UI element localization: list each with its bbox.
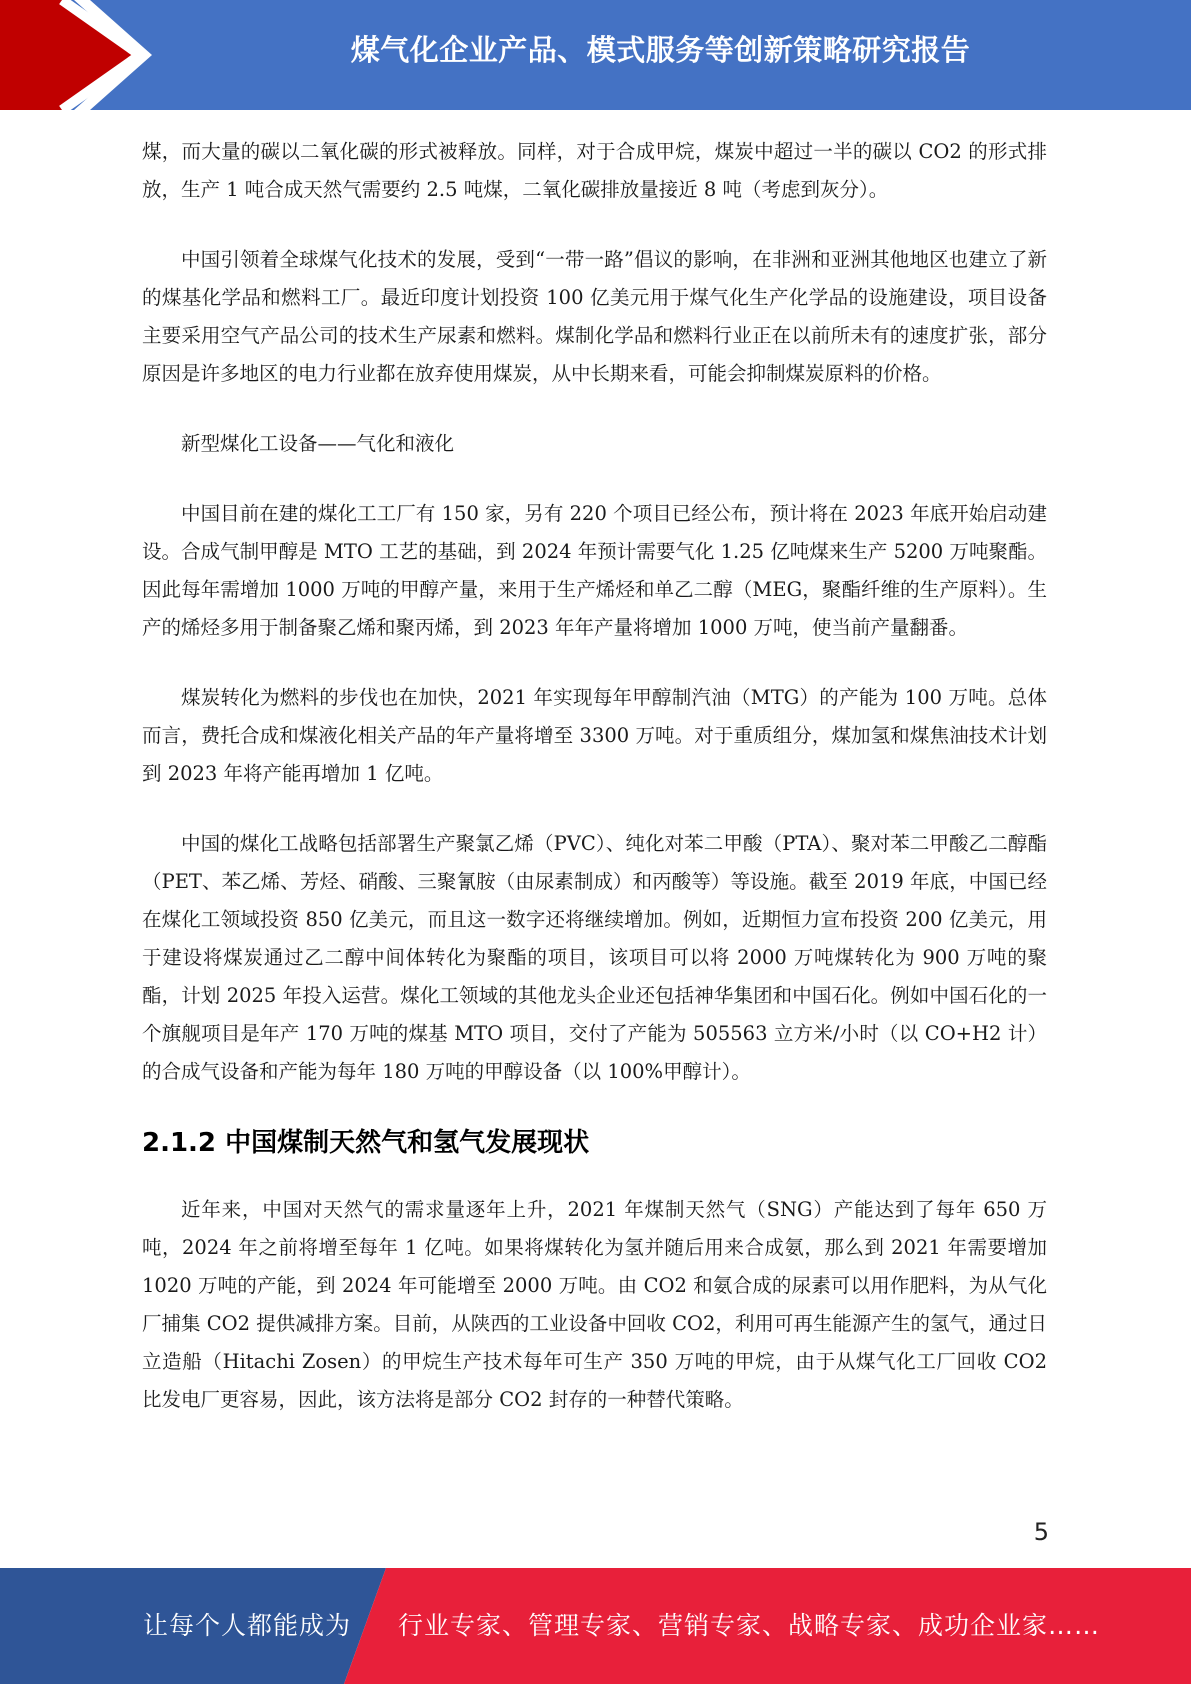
paragraph: 中国目前在建的煤化工工厂有 150 家，另有 220 个项目已经公布，预计将在 2023 年底开始启动建设。合成气制甲醇是 MTO 工艺的基础，到 2024 年预计需要气化 1.25 亿吨煤来生产 5200 万吨聚酯。因此每年需增加 1000 万吨的甲醇产量，来用于生产烯烃和单乙二醇（MEG，聚酯纤维的生产原料）。生产的烯烃多用于制备聚乙烯和聚丙烯，到 2023 年年产量将增加 1000 万吨，使当前产量翻番。 — [142, 502, 1047, 639]
footer-slogan-right: 行业专家、管理专家、营销专家、战略专家、成功企业家…… — [398, 1611, 1101, 1640]
paragraph: 中国引领着全球煤气化技术的发展，受到“一带一路”倡议的影响，在非洲和亚洲其他地区也建立了新的煤基化学品和燃料工厂。最近印度计划投资 100 亿美元用于煤气化生产化学品的设施建设，项目设备主要采用空气产品公司的技术生产尿素和燃料。煤制化学品和燃料行业正在以前所未有的速度扩张，部分原因是许多地区的电力行业都在放弃使用煤炭，从中长期来看，可能会抑制煤炭原料的价格。 — [142, 248, 1047, 385]
footer-slogan-left: 让每个人都能成为 — [143, 1611, 352, 1640]
report-title: 煤气化企业产品、模式服务等创新策略研究报告 — [350, 33, 971, 67]
footer-banner — [0, 1568, 1191, 1684]
paragraph: 煤炭转化为燃料的步伐也在加快，2021 年实现每年甲醇制汽油（MTG）的产能为 100 万吨。总体而言，费托合成和煤液化相关产品的年产量将增至 3300 万吨。对于重质组分，煤加氢和煤焦油技术计划到 2023 年将产能再增加 1 亿吨。 — [142, 686, 1047, 785]
subsection-title: 新型煤化工设备——气化和液化 — [181, 432, 455, 455]
paragraph: 中国的煤化工战略包括部署生产聚氯乙烯（PVC）、纯化对苯二甲酸（PTA）、聚对苯二甲酸乙二醇酯（PET、苯乙烯、芳烃、硝酸、三聚氰胺（由尿素制成）和丙酸等）等设施。截至 2019 年底，中国已经在煤化工领域投资 850 亿美元，而且这一数字还将继续增加。例如，近期恒力宣布投资 200 亿美元，用于建设将煤炭通过乙二醇中间体转化为聚酯的项目，该项目可以将 2000 万吨煤转化为 900 万吨的聚酯，计划 2025 年投入运营。煤化工领域的其他龙头企业还包括神华集团和中国石化。例如中国石化的一个旗舰项目是年产 170 万吨的煤基 MTO 项目，交付了产能为 505563 立方米/小时（以 CO+H2 计）的合成气设备和产能为每年 180 万吨的甲醇设备（以 100%甲醇计）。 — [142, 832, 1047, 1083]
header-banner — [0, 0, 1191, 110]
paragraph: 近年来，中国对天然气的需求量逐年上升，2021 年煤制天然气（SNG）产能达到了每年 650 万吨，2024 年之前将增至每年 1 亿吨。如果将煤转化为氢并随后用来合成氨，那么到 2021 年需要增加 1020 万吨的产能，到 2024 年可能增至 2000 万吨。由 CO2 和氨合成的尿素可以用作肥料，为从气化厂捕集 CO2 提供减排方案。目前，从陕西的工业设备中回收 CO2，利用可再生能源产生的氢气，通过日立造船（Hitachi Zosen）的甲烷生产技术每年可生产 350 万吨的甲烷，由于从煤气化工厂回收 CO2 比发电厂更容易，因此，该方法将是部分 CO2 封存的一种替代策略。 — [142, 1198, 1047, 1411]
section-heading: 2.1.2 中国煤制天然气和氢气发展现状 — [142, 1128, 590, 1158]
document-body — [142, 133, 1047, 1451]
page-number: 5 — [1033, 1518, 1049, 1546]
paragraph: 煤，而大量的碳以二氧化碳的形式被释放。同样，对于合成甲烷，煤炭中超过一半的碳以 CO2 的形式排放，生产 1 吨合成天然气需要约 2.5 吨煤，二氧化碳排放量接近 8 吨（考虑到灰分）。 — [142, 140, 1047, 201]
